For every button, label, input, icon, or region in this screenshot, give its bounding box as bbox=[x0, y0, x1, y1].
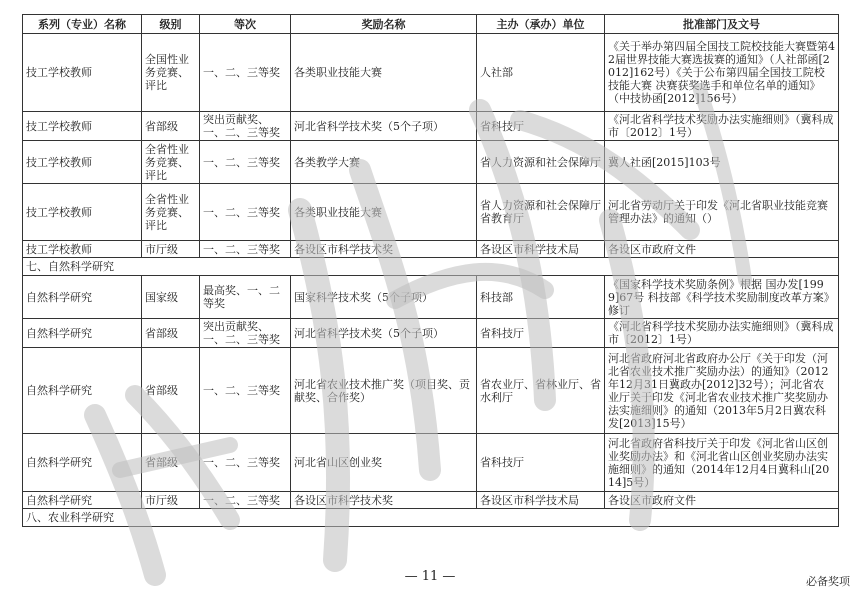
cell-grade: 一、二、三等奖 bbox=[200, 184, 291, 241]
cell-grade: 突出贡献奖、一、二、三等奖 bbox=[200, 319, 291, 348]
section-heading-row bbox=[23, 509, 839, 527]
cell-award: 国家科学技术奖（5个子项） bbox=[291, 276, 477, 319]
cell-approval: 《关于举办第四届全国技工院校技能大赛暨第42届世界技能大赛选拔赛的通知》（人社部函[2012]162号）《关于公布第四届全国技工院校技能大赛 决赛获奖选手和单位名单的通知》（中技协函[2012]156号） bbox=[605, 34, 839, 112]
table-row bbox=[23, 184, 839, 241]
cell-approval: 《国家科学技术奖励条例》根据 国办发[1999]67号 科技部《科学技术奖励制度改革方案》修订 bbox=[605, 276, 839, 319]
cell-organizer: 省人力资源和社会保障厅 省教育厅 bbox=[477, 184, 605, 241]
award-table-sheet bbox=[22, 14, 838, 527]
cell-series: 自然科学研究 bbox=[23, 348, 142, 434]
cell-award: 各类职业技能大赛 bbox=[291, 34, 477, 112]
cell-approval: 河北省政府省科技厅关于印发《河北省山区创业奖励办法》和《河北省山区创业奖励办法实施细则》的通知（2014年12月4日冀科山[2014]5号） bbox=[605, 434, 839, 492]
cell-organizer: 各设区市科学技术局 bbox=[477, 241, 605, 258]
cell-approval: 《河北省科学技术奖励办法实施细则》（冀科成市〔2012〕1号） bbox=[605, 319, 839, 348]
cell-organizer: 省科技厅 bbox=[477, 434, 605, 492]
header-grade: 等次 bbox=[200, 15, 291, 34]
header-award: 奖励名称 bbox=[291, 15, 477, 34]
cell-grade: 一、二、三等奖 bbox=[200, 241, 291, 258]
cell-award: 各设区市科学技术奖 bbox=[291, 241, 477, 258]
cell-organizer: 省农业厅、省林业厅、省水利厅 bbox=[477, 348, 605, 434]
cell-level: 全省性业务竞赛、评比 bbox=[142, 184, 200, 241]
table-row bbox=[23, 34, 839, 112]
header-organizer: 主办（承办）单位 bbox=[477, 15, 605, 34]
cell-award: 河北省农业技术推广奖（项目奖、贡献奖、合作奖） bbox=[291, 348, 477, 434]
cell-organizer: 省科技厅 bbox=[477, 112, 605, 141]
cell-level: 省部级 bbox=[142, 348, 200, 434]
cell-approval: 河北省劳动厅关于印发《河北省职业技能竞赛管理办法》的通知（） bbox=[605, 184, 839, 241]
cell-grade: 最高奖、一、二等奖 bbox=[200, 276, 291, 319]
cell-grade: 一、二、三等奖 bbox=[200, 34, 291, 112]
corner-label: 必备奖项 bbox=[806, 575, 850, 588]
section-heading-row bbox=[23, 258, 839, 276]
header-level: 级别 bbox=[142, 15, 200, 34]
cell-approval: 河北省政府河北省政府办公厅《关于印发（河北省农业技术推广奖励办法）的通知》（2012年12月31日冀政办[2012]32号）；河北省农业厅关于印发《河北省农业技术推广奖奖励办法实施细则》的通知（2013年5月2日冀农科发[2013]15号） bbox=[605, 348, 839, 434]
cell-series: 技工学校教师 bbox=[23, 184, 142, 241]
header-series: 系列（专业）名称 bbox=[23, 15, 142, 34]
cell-award: 各设区市科学技术奖 bbox=[291, 492, 477, 509]
cell-level: 全国性业务竞赛、评比 bbox=[142, 34, 200, 112]
cell-series: 技工学校教师 bbox=[23, 141, 142, 184]
cell-award: 各类教学大赛 bbox=[291, 141, 477, 184]
cell-series: 技工学校教师 bbox=[23, 112, 142, 141]
cell-grade: 一、二、三等奖 bbox=[200, 348, 291, 434]
cell-grade: 一、二、三等奖 bbox=[200, 492, 291, 509]
cell-award: 各类职业技能大赛 bbox=[291, 184, 477, 241]
table-row bbox=[23, 141, 839, 184]
cell-approval: 各设区市政府文件 bbox=[605, 241, 839, 258]
cell-approval: 《河北省科学技术奖励办法实施细则》（冀科成市〔2012〕1号） bbox=[605, 112, 839, 141]
table-row bbox=[23, 276, 839, 319]
cell-organizer: 省科技厅 bbox=[477, 319, 605, 348]
cell-grade: 一、二、三等奖 bbox=[200, 141, 291, 184]
cell-grade: 突出贡献奖、一、二、三等奖 bbox=[200, 112, 291, 141]
cell-level: 国家级 bbox=[142, 276, 200, 319]
table-row bbox=[23, 492, 839, 509]
award-table bbox=[22, 14, 839, 527]
cell-award: 河北省山区创业奖 bbox=[291, 434, 477, 492]
cell-level: 省部级 bbox=[142, 112, 200, 141]
table-row bbox=[23, 348, 839, 434]
cell-approval: 冀人社函[2015]103号 bbox=[605, 141, 839, 184]
cell-level: 全省性业务竞赛、评比 bbox=[142, 141, 200, 184]
table-row bbox=[23, 434, 839, 492]
table-header-row bbox=[23, 15, 839, 34]
page-number: — 11 — bbox=[404, 569, 456, 584]
cell-organizer: 科技部 bbox=[477, 276, 605, 319]
cell-organizer: 省人力资源和社会保障厅 bbox=[477, 141, 605, 184]
cell-level: 市厅级 bbox=[142, 492, 200, 509]
cell-award: 河北省科学技术奖（5个子项） bbox=[291, 112, 477, 141]
cell-award: 河北省科学技术奖（5个子项） bbox=[291, 319, 477, 348]
cell-organizer: 各设区市科学技术局 bbox=[477, 492, 605, 509]
cell-series: 技工学校教师 bbox=[23, 241, 142, 258]
cell-level: 省部级 bbox=[142, 319, 200, 348]
cell-level: 市厅级 bbox=[142, 241, 200, 258]
cell-approval: 各设区市政府文件 bbox=[605, 492, 839, 509]
cell-series: 自然科学研究 bbox=[23, 492, 142, 509]
cell-grade: 一、二、三等奖 bbox=[200, 434, 291, 492]
cell-series: 自然科学研究 bbox=[23, 434, 142, 492]
table-row bbox=[23, 319, 839, 348]
cell-series: 技工学校教师 bbox=[23, 34, 142, 112]
table-row bbox=[23, 112, 839, 141]
section-heading: 七、自然科学研究 bbox=[23, 258, 839, 276]
section-heading: 八、农业科学研究 bbox=[23, 509, 839, 527]
cell-level: 省部级 bbox=[142, 434, 200, 492]
table-row bbox=[23, 241, 839, 258]
cell-series: 自然科学研究 bbox=[23, 276, 142, 319]
header-approval: 批准部门及文号 bbox=[605, 15, 839, 34]
cell-organizer: 人社部 bbox=[477, 34, 605, 112]
cell-series: 自然科学研究 bbox=[23, 319, 142, 348]
